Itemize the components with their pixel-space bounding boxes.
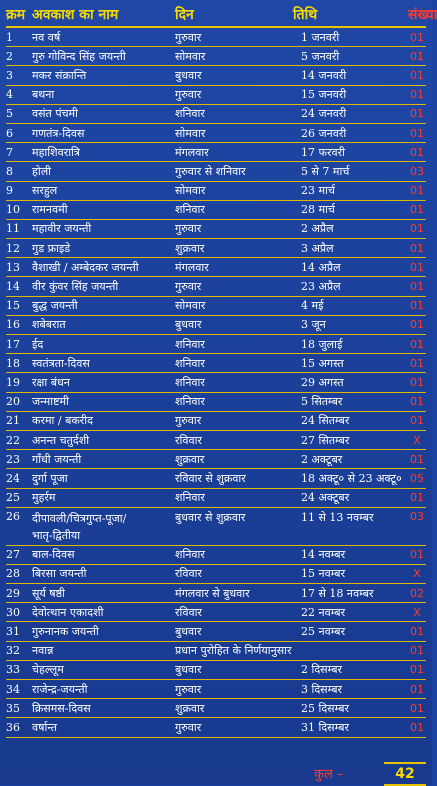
row-name: सरहुल (32, 184, 58, 198)
table-row (6, 335, 426, 354)
row-date: 18 जुलाई (301, 337, 343, 351)
row-day: रविवार (175, 433, 202, 447)
row-num: 29 (6, 586, 20, 600)
row-date: 15 जनवरी (301, 88, 347, 102)
table-row (6, 143, 426, 162)
row-day: शुक्रवार (175, 452, 205, 466)
table-row (6, 584, 426, 603)
row-day: शनिवार (175, 107, 205, 121)
row-day: शनिवार (175, 356, 205, 370)
row-day: बुधवार (175, 68, 202, 82)
row-num: 34 (6, 682, 20, 696)
row-num: 22 (6, 433, 20, 447)
row-name: गाँधी जयन्ती (32, 452, 82, 466)
row-count: 01 (410, 88, 424, 102)
table-row (6, 450, 426, 469)
table-header (6, 2, 437, 28)
row-num: 8 (6, 164, 13, 178)
row-count: 01 (410, 548, 424, 562)
row-count: X (413, 433, 421, 447)
row-date: 31 दिसम्बर (301, 720, 349, 734)
row-day: शुक्रवार (175, 701, 205, 715)
row-num: 21 (6, 414, 20, 428)
row-name: गणतंत्र-दिवस (32, 126, 85, 140)
row-date: 26 जनवरी (301, 126, 347, 140)
table-row (6, 546, 426, 565)
row-count: 01 (410, 184, 424, 198)
table-row (6, 86, 426, 105)
row-name: ईद (32, 337, 44, 351)
row-count: 01 (410, 395, 424, 409)
table-row (6, 220, 426, 239)
row-day: बुधवार से शुक्रवार (175, 510, 246, 524)
row-count: 01 (410, 203, 424, 217)
row-date: 25 दिसम्बर (301, 701, 349, 715)
row-day: गुरुवार (175, 88, 202, 102)
row-day: प्रधान पुरोहित के निर्णयानुसार (175, 644, 292, 658)
row-day: शनिवार (175, 375, 205, 389)
row-count: X (413, 567, 421, 581)
row-day: गुरुवार (175, 30, 202, 44)
row-date: 3 दिसम्बर (301, 682, 342, 696)
row-count: 01 (410, 260, 424, 274)
row-count: 01 (410, 280, 424, 294)
table-row (6, 354, 426, 373)
row-name: वैशाखी / अम्बेदकर जयन्ती (32, 260, 139, 274)
table-row (6, 489, 426, 508)
table-row (6, 661, 426, 680)
table-footer (0, 762, 432, 784)
row-day: बुधवार (175, 318, 202, 332)
row-num: 31 (6, 625, 20, 639)
table-row (6, 603, 426, 622)
row-name: मुहर्रम (32, 491, 56, 505)
row-name: वर्षान्त (32, 720, 57, 734)
row-date: 15 अगस्त (301, 356, 344, 370)
row-date: 1 जनवरी (301, 30, 340, 44)
row-day: गुरुवार (175, 720, 202, 734)
row-count: 01 (410, 107, 424, 121)
table-row (6, 277, 426, 296)
header-count: संख्या (408, 6, 437, 23)
row-day: गुरुवार से शनिवार (175, 164, 246, 178)
row-name: रक्षा बंधन (32, 375, 70, 389)
table-row (6, 699, 426, 718)
row-date: 3 जून (301, 318, 326, 332)
row-date: 5 जनवरी (301, 49, 340, 63)
row-date: 5 सितम्बर (301, 395, 343, 409)
row-count: 01 (410, 30, 424, 44)
row-count: 01 (410, 375, 424, 389)
row-count: 01 (410, 337, 424, 351)
row-num: 30 (6, 605, 20, 619)
row-date: 11 से 13 नवम्बर (301, 510, 374, 524)
row-date: 17 फरवरी (301, 145, 345, 159)
row-num: 11 (6, 222, 20, 236)
table-row (6, 239, 426, 258)
row-count: 01 (410, 356, 424, 370)
row-name: अनन्त चतुर्दशी (32, 433, 90, 447)
row-count: 01 (410, 222, 424, 236)
table-row (6, 47, 426, 66)
row-name: क्रिसमस-दिवस (32, 701, 91, 715)
row-count: 03 (410, 164, 424, 178)
row-day: रविवार (175, 605, 202, 619)
row-name: वीर कुंवर सिंह जयन्ती (32, 280, 119, 294)
row-num: 6 (6, 126, 13, 140)
row-date: 3 अप्रैल (301, 241, 334, 255)
row-name: दुर्गा पूजा (32, 471, 68, 485)
row-name: नव वर्ष (32, 30, 61, 44)
row-count: 01 (410, 644, 424, 658)
row-date: 29 अगस्त (301, 375, 344, 389)
row-num: 33 (6, 663, 20, 677)
row-date: 14 नवम्बर (301, 548, 346, 562)
row-count: 01 (410, 720, 424, 734)
row-date: 22 नवम्बर (301, 605, 346, 619)
row-name: गुड फ्राइडे (32, 241, 71, 255)
row-name: बाल-दिवस (32, 548, 75, 562)
row-count: 01 (410, 68, 424, 82)
row-day: शनिवार (175, 203, 205, 217)
table-row (6, 412, 426, 431)
total-value: 42 (384, 762, 426, 786)
table-row (6, 469, 426, 488)
row-count: 01 (410, 663, 424, 677)
row-name-line1: दीपावली/चित्रगुप्त-पूजा/ (32, 511, 127, 525)
row-date: 2 दिसम्बर (301, 663, 342, 677)
row-name: होली (32, 164, 51, 178)
row-date: 4 मई (301, 299, 324, 313)
row-num: 13 (6, 260, 20, 274)
row-count: 01 (410, 299, 424, 313)
table-row (6, 642, 426, 661)
row-name: महावीर जयन्ती (32, 222, 92, 236)
total-label: कुल – (314, 767, 344, 782)
table-row (6, 622, 426, 641)
row-name: बिरसा जयन्ती (32, 567, 87, 581)
row-num: 4 (6, 88, 13, 102)
row-count: 01 (410, 126, 424, 140)
table-row (6, 565, 426, 584)
row-date: 17 से 18 नवम्बर (301, 586, 374, 600)
row-num: 26 (6, 509, 20, 523)
table-row (6, 393, 426, 412)
row-name: जन्माष्टमी (32, 395, 69, 409)
row-day: मंगलवार से बुधवार (175, 586, 250, 600)
table-row (6, 373, 426, 392)
row-name: शबेबरात (32, 318, 66, 332)
row-count: 05 (410, 471, 424, 485)
table-body (6, 28, 426, 738)
header-date: तिथि (293, 6, 318, 23)
row-name: गुरु गोविन्द सिंह जयन्ती (32, 49, 126, 63)
row-num: 7 (6, 145, 13, 159)
row-name: नवान्न (32, 644, 54, 658)
row-day: शनिवार (175, 491, 205, 505)
row-num: 3 (6, 68, 13, 82)
row-name: रामनवमी (32, 203, 68, 217)
row-num: 24 (6, 471, 20, 485)
row-count: 01 (410, 145, 424, 159)
row-date: 24 अक्टूबर (301, 491, 350, 505)
row-num: 17 (6, 337, 20, 351)
row-num: 35 (6, 701, 20, 715)
header-num: क्रम (6, 6, 26, 23)
row-date: 23 अप्रैल (301, 280, 341, 294)
row-count: 01 (410, 49, 424, 63)
row-day: मंगलवार (175, 260, 209, 274)
row-day: शनिवार (175, 395, 205, 409)
table-row (6, 680, 426, 699)
row-day: रविवार से शुक्रवार (175, 471, 246, 485)
row-name: मकर संक्रान्ति (32, 68, 87, 82)
row-date: 5 से 7 मार्च (301, 164, 350, 178)
row-num: 25 (6, 491, 20, 505)
row-day: शनिवार (175, 337, 205, 351)
row-day: सोमवार (175, 49, 206, 63)
table-row (6, 105, 426, 124)
row-num: 12 (6, 241, 20, 255)
row-date: 24 सितम्बर (301, 414, 350, 428)
row-day: गुरुवार (175, 222, 202, 236)
header-name: अवकाश का नाम (32, 6, 119, 23)
row-num: 20 (6, 395, 20, 409)
row-day: सोमवार (175, 299, 206, 313)
row-num: 28 (6, 567, 20, 581)
row-day: सोमवार (175, 126, 206, 140)
row-name: चेहल्लूम (32, 663, 64, 677)
row-count: 01 (410, 414, 424, 428)
row-day: बुधवार (175, 625, 202, 639)
table-row (6, 201, 426, 220)
row-count: 01 (410, 318, 424, 332)
row-count: 01 (410, 682, 424, 696)
row-date: 27 सितम्बर (301, 433, 350, 447)
table-row (6, 162, 426, 181)
row-num: 19 (6, 375, 20, 389)
row-count: 03 (410, 509, 424, 523)
table-row (6, 431, 426, 450)
row-num: 15 (6, 299, 20, 313)
row-name: देवोत्थान एकादशी (32, 605, 104, 619)
row-num: 10 (6, 203, 20, 217)
table-row (6, 182, 426, 201)
row-count: 01 (410, 452, 424, 466)
row-name-line2: भातृ-द्वितीया (32, 528, 81, 542)
row-day: गुरुवार (175, 414, 202, 428)
row-count: 01 (410, 701, 424, 715)
table-row (6, 124, 426, 143)
row-date: 25 नवम्बर (301, 625, 346, 639)
table-row (6, 297, 426, 316)
row-num: 14 (6, 280, 20, 294)
row-date: 15 नवम्बर (301, 567, 346, 581)
table-row (6, 316, 426, 335)
row-name: बथना (32, 88, 55, 102)
row-name: सूर्य षष्ठी (32, 586, 65, 600)
row-name: स्वतंत्रता-दिवस (32, 356, 90, 370)
row-day: मंगलवार (175, 145, 209, 159)
row-num: 23 (6, 452, 20, 466)
row-day: बुधवार (175, 663, 202, 677)
row-count: 02 (410, 586, 424, 600)
row-day: गुरुवार (175, 280, 202, 294)
row-num: 1 (6, 30, 13, 44)
row-day: सोमवार (175, 184, 206, 198)
row-day: रविवार (175, 567, 202, 581)
row-date: 14 जनवरी (301, 68, 347, 82)
row-num: 16 (6, 318, 20, 332)
row-num: 5 (6, 107, 13, 121)
row-name: बुद्ध जयन्ती (32, 299, 78, 313)
row-count: 01 (410, 625, 424, 639)
row-name: गुरुनानक जयन्ती (32, 625, 99, 639)
table-row (6, 66, 426, 85)
table-row (6, 258, 426, 277)
row-date: 2 अप्रैल (301, 222, 334, 236)
row-name: वसंत पंचमी (32, 107, 78, 121)
table-row (6, 718, 426, 737)
row-num: 27 (6, 548, 20, 562)
row-day: शनिवार (175, 548, 205, 562)
row-count: 01 (410, 491, 424, 505)
row-name: राजेन्द्र-जयन्ती (32, 682, 88, 696)
row-name: महाशिवरात्रि (32, 145, 80, 159)
row-count: 01 (410, 241, 424, 255)
row-num: 36 (6, 720, 20, 734)
row-count: X (413, 605, 421, 619)
row-date: 28 मार्च (301, 203, 335, 217)
row-day: शुक्रवार (175, 241, 205, 255)
row-date: 24 जनवरी (301, 107, 347, 121)
row-date: 23 मार्च (301, 184, 335, 198)
table-row (6, 28, 426, 47)
row-name: करमा / बकरीद (32, 414, 93, 428)
row-date: 14 अप्रैल (301, 260, 341, 274)
row-num: 32 (6, 644, 20, 658)
row-num: 2 (6, 49, 13, 63)
row-num: 9 (6, 184, 13, 198)
row-date: 2 अक्टूबर (301, 452, 343, 466)
table-row (6, 508, 426, 546)
row-day: गुरुवार (175, 682, 202, 696)
row-num: 18 (6, 356, 20, 370)
row-name (32, 510, 175, 544)
header-day: दिन (175, 6, 194, 23)
row-date: 18 अक्टू० से 23 अक्टू० (301, 471, 402, 485)
